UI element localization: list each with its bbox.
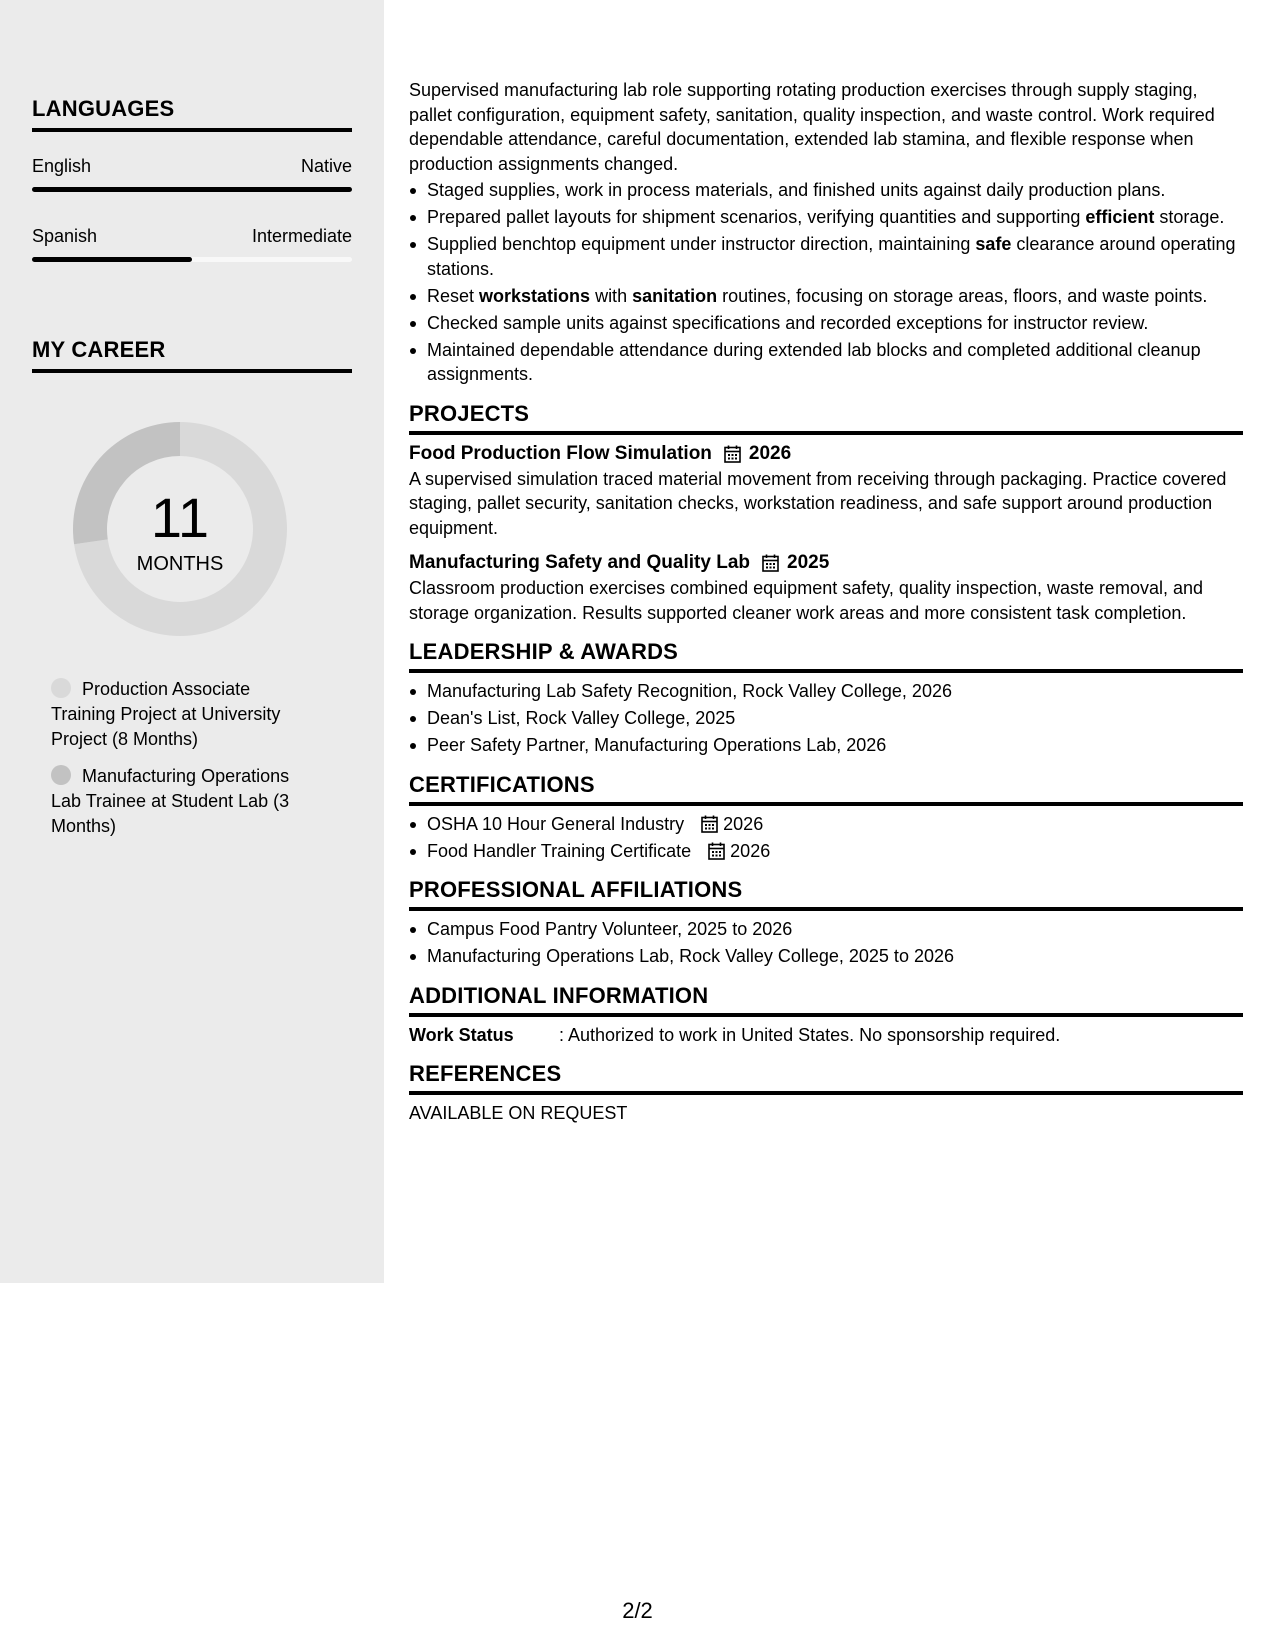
language-row-spanish — [32, 225, 352, 295]
leadership-heading: LEADERSHIP & AWARDS — [409, 639, 1243, 673]
affiliation-item: Manufacturing Operations Lab, Rock Valley College, 2025 to 2026 — [409, 944, 1243, 969]
languages-section — [32, 96, 352, 295]
experience-bullet — [409, 338, 1243, 387]
language-bar — [32, 187, 352, 192]
language-level: Intermediate — [251, 226, 352, 246]
language-bar — [32, 257, 352, 262]
page-number: 2/2 — [622, 1598, 653, 1623]
project-title — [409, 441, 1243, 467]
experience-bullets — [409, 178, 1243, 387]
projects-heading: PROJECTS — [409, 401, 1243, 435]
project-year: 2026 — [748, 442, 792, 464]
certification-year: 2026 — [723, 813, 764, 834]
certification-year: 2026 — [730, 840, 771, 861]
bullet-text: Reset — [427, 285, 480, 306]
project-description: Classroom production exercises combined equipment safety, quality inspection, waste removal, and storage organization. Results supported cleaner work areas and more consistent task completion. — [409, 578, 1204, 623]
leadership-item: Manufacturing Lab Safety Recognition, Rock Valley College, 2026 — [409, 679, 1243, 704]
language-bar-fill — [32, 187, 352, 192]
experience-bullet — [409, 284, 1243, 309]
bullet-text: clearance around operating stations. — [427, 234, 1236, 279]
project-year: 2025 — [787, 552, 830, 573]
bullet-keyword: workstations — [479, 285, 591, 306]
calendar-icon — [724, 445, 741, 463]
career-total-unit: MONTHS — [136, 553, 224, 575]
career-item — [51, 677, 311, 752]
bullet-keyword: efficient — [1085, 207, 1155, 227]
work-status-label: Work Status — [409, 1024, 514, 1045]
certifications-list — [409, 812, 1243, 864]
bullet-text: Prepared pallet layouts for shipment scenarios, verifying quantities and supporting — [427, 207, 1086, 227]
calendar-icon — [762, 554, 779, 572]
career-total-value: 11 — [150, 486, 210, 549]
career-legend — [51, 677, 311, 851]
project-description: A supervised simulation traced material movement from receiving through packaging. Practice covered staging, pallet security, sanitation checks, workstation readiness, and safe support around production equipment. — [409, 468, 1227, 538]
bullet-text: storage. — [1154, 207, 1225, 227]
experience-bullet — [409, 311, 1243, 336]
leadership-list — [409, 679, 1243, 758]
additional-info-heading: ADDITIONAL INFORMATION — [409, 983, 1243, 1017]
affiliations-heading: PROFESSIONAL AFFILIATIONS — [409, 877, 1243, 911]
languages-heading: LANGUAGES — [32, 96, 352, 132]
bullet-text: Supplied benchtop equipment under instructor direction, maintaining — [427, 234, 976, 254]
calendar-icon — [708, 842, 725, 860]
experience-bullet — [409, 232, 1243, 281]
affiliations-list — [409, 917, 1243, 969]
affiliation-item: Campus Food Pantry Volunteer, 2025 to 2026 — [409, 917, 1243, 942]
language-name: Spanish — [32, 226, 98, 246]
experience-bullet — [409, 205, 1243, 230]
bullet-keyword: sanitation — [632, 285, 718, 306]
project-name: Manufacturing Safety and Quality Lab — [409, 552, 750, 573]
legend-dot — [51, 765, 71, 785]
career-item-label: Production Associate Training Project at University Project (8 Months) — [51, 679, 281, 749]
main-content — [409, 78, 1243, 1125]
bullet-text: routines, focusing on storage areas, floors, and waste points. — [717, 285, 1208, 306]
bullet-text: with — [590, 285, 633, 306]
career-heading: MY CAREER — [32, 337, 352, 373]
work-status-row — [409, 1023, 1243, 1047]
calendar-icon — [701, 815, 718, 833]
language-row-english — [32, 155, 352, 225]
career-section — [32, 337, 352, 373]
project-name: Food Production Flow Simulation — [409, 442, 712, 464]
language-name: English — [32, 156, 92, 176]
certification-item — [409, 839, 1243, 864]
career-item — [51, 764, 311, 839]
bullet-text: Staged supplies, work in process materials, and finished units against daily production plans. — [427, 180, 1166, 200]
work-status-value: : Authorized to work in United States. No sponsorship required. — [559, 1024, 1061, 1045]
project-title — [409, 550, 1243, 576]
sidebar — [0, 0, 384, 1283]
certification-name: Food Handler Training Certificate — [427, 840, 692, 861]
legend-dot — [51, 678, 71, 698]
experience-summary: Supervised manufacturing lab role supporting rotating production exercises through supply staging, pallet configuration, equipment safety, sanitation, quality inspection, and waste control. Work required dependable attendance, careful documentation, extended lab stamina, and flexible response when production assignments changed. — [409, 80, 1215, 174]
career-item-label: Manufacturing Operations Lab Trainee at Student Lab (3 Months) — [51, 766, 290, 836]
language-bar-fill — [32, 257, 192, 262]
leadership-item: Dean's List, Rock Valley College, 2025 — [409, 706, 1243, 731]
certification-name: OSHA 10 Hour General Industry — [427, 813, 685, 834]
bullet-text: Checked sample units against specifications and recorded exceptions for instructor review. — [427, 312, 1149, 333]
references-text: AVAILABLE ON REQUEST — [409, 1102, 628, 1123]
certifications-heading: CERTIFICATIONS — [409, 772, 1243, 806]
experience-bullet — [409, 178, 1243, 203]
certification-item — [409, 812, 1243, 837]
bullet-keyword: safe — [975, 234, 1012, 254]
references-heading: REFERENCES — [409, 1061, 1243, 1095]
career-donut — [67, 416, 293, 642]
bullet-text: Maintained dependable attendance during extended lab blocks and completed additional cleanup assignments. — [427, 339, 1201, 384]
language-level: Native — [300, 156, 352, 176]
leadership-item: Peer Safety Partner, Manufacturing Operations Lab, 2026 — [409, 733, 1243, 758]
